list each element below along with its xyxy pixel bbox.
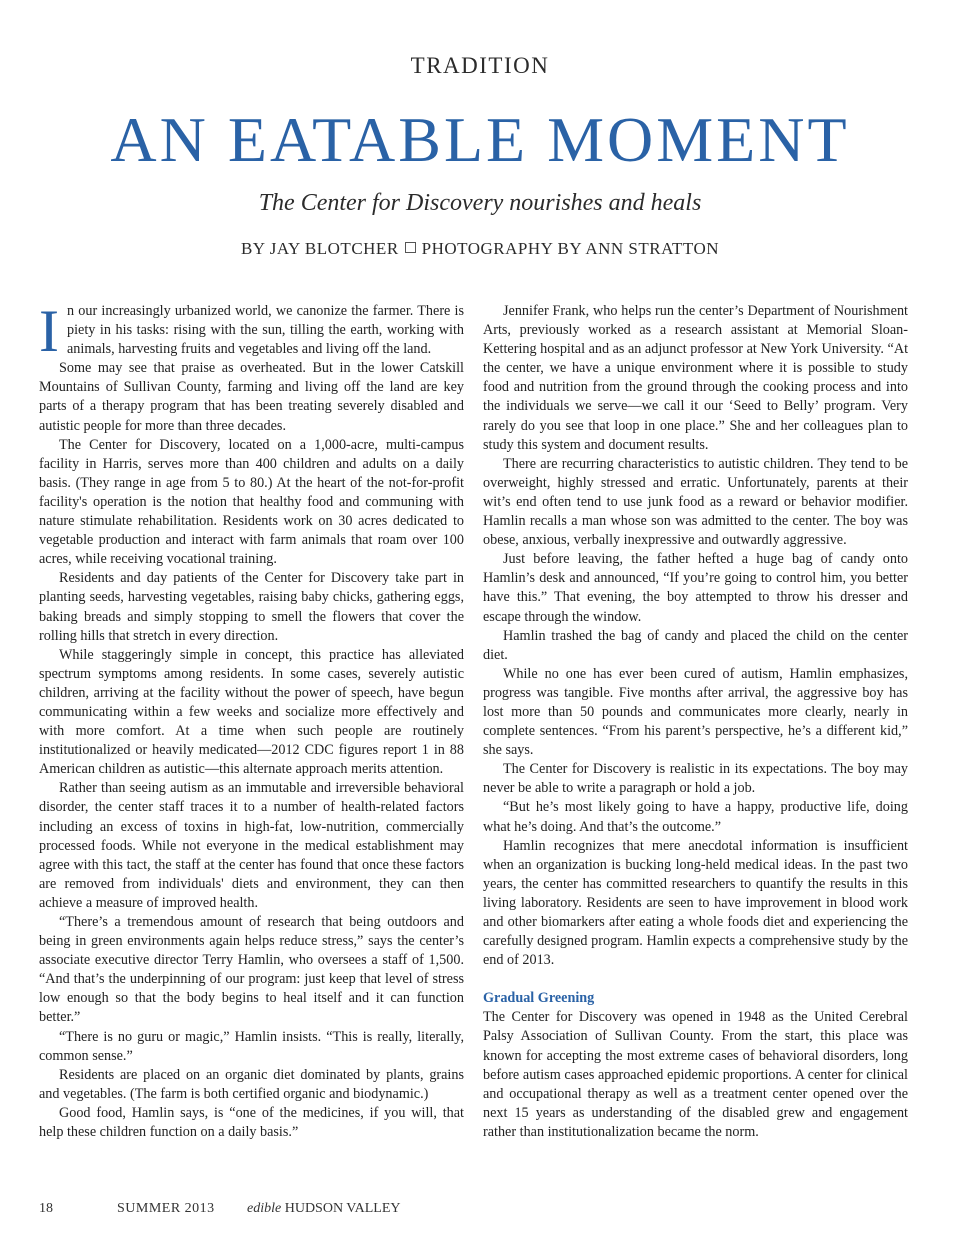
paragraph: “There’s a tremendous amount of research that being outdoors and being in green environments again helps reduce stress,” says the center’s associate executive director Terry Hamlin, who oversees a staff of 1,500. “And that’s the underpinning of our program: just keep that level of stress low enough so that the body begins to heal itself and it can function better.” [39, 914, 464, 1026]
paragraph: “But he’s most likely going to have a happy, productive life, doing what he’s doing. And that’s the outcome.” [483, 799, 908, 835]
section-subhead: Gradual Greening [483, 990, 595, 1007]
article-column-right [483, 302, 908, 1142]
paragraph: The Center for Discovery, located on a 1,000-acre, multi-campus facility in Harris, serves more than 400 children and adults on a daily basis. (They range in age from 5 to 80.) At the heart of the not-for-profit facility's operation is the notion that healthy food and communing with nature stimulate rehabilitation. Residents work on 30 acres dedicated to vegetable production and interact with farm animals that roam over 100 acres, while receiving vocational training. [39, 436, 464, 568]
paragraph: Some may see that praise as overheated. But in the lower Catskill Mountains of Sullivan County, farming and living off the land are key parts of a therapy program that has been treating severely disabled and autistic people for more than three decades. [39, 360, 464, 434]
article-headline: AN EATABLE MOMENT [110, 104, 850, 175]
paragraph-text: n our increasingly urbanized world, we canonize the farmer. There is piety in his tasks: rising with the sun, tilling the earth, working with animals, harvesting fruits and vegetables and living off the land. [66, 303, 464, 358]
page-footer [39, 1201, 401, 1217]
paragraph: The Center for Discovery was opened in 1948 as the United Cerebral Palsy Association of Sullivan County. From the start, this place was known for accepting the most extreme cases of behavioral disorders, long before autism cases approached epidemic proportions. A center for clinical and occupational therapy as well as a treatment center opened over the next 15 years as understanding of the disabled grew and engagement rather than institutionalization became the norm. [483, 1009, 908, 1140]
paragraph: The Center for Discovery is realistic in its expectations. The boy may never be able to write a paragraph or hold a job. [483, 761, 908, 797]
paragraph: Residents are placed on an organic diet dominated by plants, grains and vegetables. (The farm is both certified organic and biodynamic.) [39, 1066, 464, 1102]
byline-author: BY JAY BLOTCHER [240, 239, 399, 258]
article-column-left [39, 298, 464, 1142]
publication-name: HUDSON VALLEY [284, 1201, 401, 1216]
paragraph: Just before leaving, the father hefted a huge bag of candy onto Hamlin’s desk and announced, “If you’re going to control him, you better have this.” That evening, the boy attempted to throw his dresser and escape through the window. [483, 551, 908, 625]
paragraph: There are recurring characteristics to autistic children. They tend to be overweight, highly stressed and erratic. Unfortunately, parents at their wit’s end often tend to use junk food as a reward or behavior modifier. Hamlin recalls a man whose son was admitted to the center. The boy was obese, anxious, verbally inexpressive and outwardly aggressive. [483, 455, 908, 549]
paragraph: Residents and day patients of the Center for Discovery take part in planting seeds, harvesting vegetables, raising baby chicks, gathering eggs, baking breads and simply stopping to smell the flowers that cover the rolling hills that stretch in every direction. [39, 570, 464, 644]
paragraph: Good food, Hamlin says, is “one of the medicines, if you will, that help these children function on a daily basis.” [39, 1104, 464, 1141]
paragraph: Rather than seeing autism as an immutable and irreversible behavioral disorder, the center staff traces it to a number of health-related factors including an excess of toxins in high-fat, low-nutrition, commercially processed foods. While not everyone in the medical establishment may agree with this tact, the staff at the center has found that once these factors are removed from individuals' diets and environment, they can then achieve a measure of improved health. [39, 780, 464, 911]
paragraph: Jennifer Frank, who helps run the center’s Department of Nourishment Arts, previously worked as a research assistant at Memorial Sloan-Kettering hospital and as an adjunct professor at New York University. “At the center, we have a unique environment where it is possible to study food and nutrition from the ground through the cooking process and into the individuals we serve—we call it our ‘Seed to Belly’ program. Very rarely do you see that loop in one place.” She and her colleagues plan to study this system and document results. [483, 303, 909, 453]
paragraph: While staggeringly simple in concept, this practice has alleviated spectrum symptoms among residents. In some cases, severely autistic children, arriving at the facility without the power of speech, have begun communicating within a few weeks and socialize more effectively and with more comfort. At a time when such people are routinely institutionalized or heavily medicated—2012 CDC figures report 1 in 88 American children as autistic—this alternate approach merits attention. [39, 646, 464, 778]
section-kicker: TRADITION [410, 53, 550, 78]
publication-name-italic: edible [247, 1201, 282, 1216]
paragraph: “There is no guru or magic,” Hamlin insists. “This is really, literally, common sense.” [39, 1028, 464, 1064]
paragraph: Hamlin trashed the bag of candy and placed the child on the center diet. [483, 627, 908, 663]
paragraph: While no one has ever been cured of autism, Hamlin emphasizes, progress was tangible. Five months after arrival, the aggressive boy has lost more than 50 pounds and communicates more clearly, nearly in complete sentences. “From his parent’s perspective, he’s a different kid,” she says. [483, 665, 908, 759]
article-subtitle: The Center for Discovery nourishes and heals [258, 190, 702, 216]
page-number: 18 [39, 1201, 53, 1216]
paragraph [39, 298, 464, 364]
byline [0, 239, 960, 259]
issue-date: SUMMER 2013 [117, 1201, 215, 1216]
drop-cap: I [39, 298, 59, 364]
byline-photo: PHOTOGRAPHY BY ANN STRATTON [421, 239, 720, 258]
separator-box-icon [405, 242, 416, 253]
paragraph: Hamlin recognizes that mere anecdotal information is insufficient when an organization is bucking long-held medical ideas. In the past two years, the center has committed researchers to quantify the results in this living laboratory. Residents are seen to have improvement in blood work and other biomarkers after eating a whole foods diet and experiencing the carefully designed program. Hamlin expects a comprehensive study by the end of 2013. [483, 837, 908, 969]
